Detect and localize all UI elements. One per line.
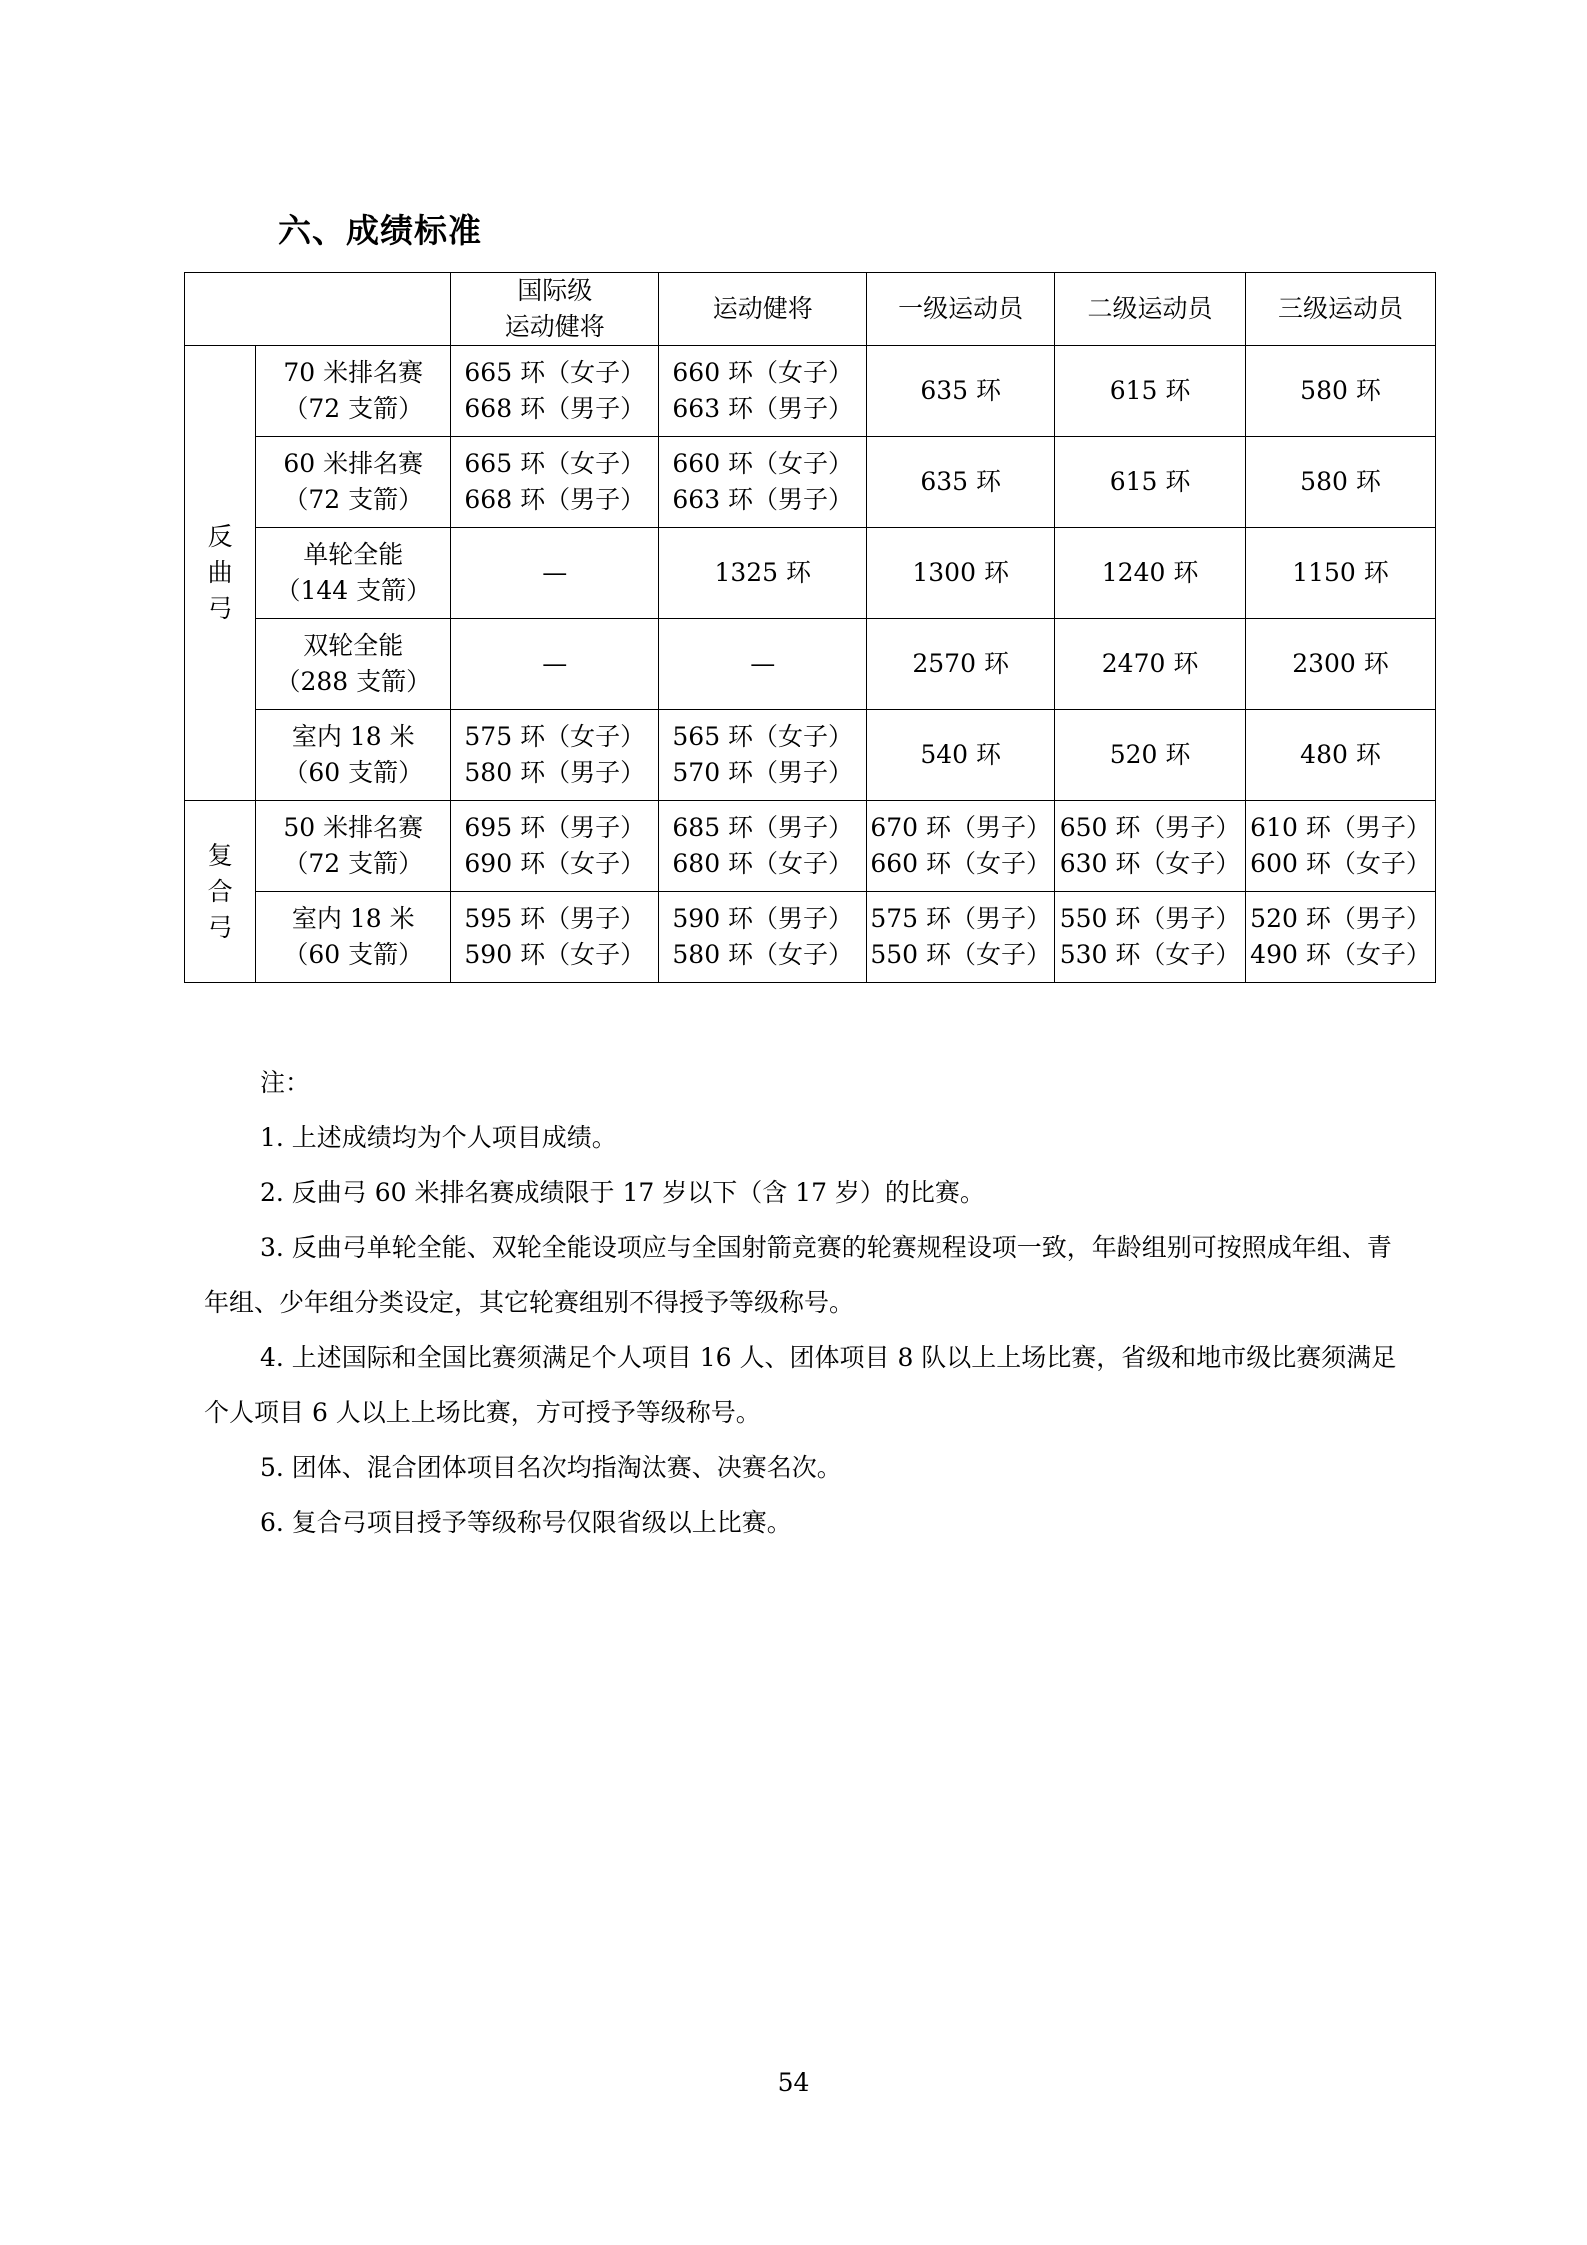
score-cell	[451, 346, 659, 437]
cell-text: （60 支箭）	[283, 940, 424, 969]
score-cell	[451, 437, 659, 528]
cell-text: 690 环（女子）	[464, 849, 646, 878]
score-cell	[867, 528, 1055, 619]
header-row	[185, 273, 1436, 346]
table-row	[185, 528, 1436, 619]
score-cell	[451, 528, 659, 619]
score-cell	[1246, 892, 1436, 983]
score-cell	[1246, 528, 1436, 619]
notes-title: 注：	[260, 1068, 311, 1097]
cell-text: 680 环（女子）	[672, 849, 854, 878]
score-cell	[1055, 346, 1246, 437]
cell-text: 590 环（男子）	[672, 904, 854, 933]
event-cell	[256, 619, 451, 710]
header-cell	[451, 273, 659, 346]
cell-text: 670 环（男子）	[870, 813, 1051, 842]
note-item: 1. 上述成绩均为个人项目成绩。	[260, 1123, 617, 1152]
cell-text: 650 环（男子）	[1059, 813, 1241, 842]
table-row	[185, 801, 1436, 892]
cell-text: 550 环（男子）	[1059, 904, 1241, 933]
table-row	[185, 892, 1436, 983]
cell-text: 580 环	[1300, 467, 1381, 496]
header-cell	[867, 273, 1055, 346]
cell-text: 2570 环	[912, 649, 1009, 678]
cell-text: 2470 环	[1101, 649, 1199, 678]
table-row	[185, 346, 1436, 437]
score-cell	[1055, 528, 1246, 619]
cell-text: 668 环（男子）	[464, 394, 646, 423]
event-cell	[256, 710, 451, 801]
cell-text: 1300 环	[912, 558, 1009, 587]
score-cell	[659, 437, 867, 528]
cell-text: 550 环（女子）	[870, 940, 1051, 969]
cell-text: 一级运动员	[898, 294, 1024, 323]
cell-text: 668 环（男子）	[464, 485, 646, 514]
cell-text: 615 环	[1109, 376, 1191, 405]
score-cell	[451, 801, 659, 892]
score-cell	[659, 346, 867, 437]
cell-text: 615 环	[1109, 467, 1191, 496]
event-cell	[256, 437, 451, 528]
cell-text: 595 环（男子）	[464, 904, 646, 933]
cell-text: 580 环（男子）	[464, 758, 646, 787]
event-cell	[256, 528, 451, 619]
cell-text: 单轮全能	[303, 540, 404, 569]
cell-text: 双轮全能	[303, 631, 404, 660]
cell-text: 室内 18 米	[291, 904, 415, 933]
note-item: 4. 上述国际和全国比赛须满足个人项目 16 人、团体项目 8 队以上上场比赛，省级和地市级比赛须满足个人项目 6 人以上上场比赛，方可授予等级称号。	[204, 1343, 1397, 1427]
score-cell	[659, 710, 867, 801]
score-cell	[1246, 346, 1436, 437]
cell-text: 运动健将	[712, 294, 813, 323]
cell-text: 1150 环	[1292, 558, 1389, 587]
score-cell	[867, 892, 1055, 983]
cell-text: 570 环（男子）	[672, 758, 854, 787]
cell-text: 520 环	[1109, 740, 1191, 769]
event-cell	[256, 801, 451, 892]
cell-text: 490 环（女子）	[1250, 940, 1431, 969]
score-cell	[1246, 710, 1436, 801]
score-cell	[1055, 710, 1246, 801]
cell-text: 国际级	[517, 276, 593, 305]
score-cell	[867, 801, 1055, 892]
notes	[204, 1055, 1399, 1550]
score-cell	[1055, 619, 1246, 710]
note-item: 5. 团体、混合团体项目名次均指淘汰赛、决赛名次。	[260, 1453, 842, 1482]
score-cell	[659, 892, 867, 983]
cell-text: 600 环（女子）	[1250, 849, 1431, 878]
cell-text: 575 环（男子）	[870, 904, 1051, 933]
category-char: 合	[207, 876, 233, 906]
cell-text: 695 环（男子）	[464, 813, 646, 842]
cell-text: 635 环	[920, 467, 1001, 496]
cell-text: 580 环（女子）	[672, 940, 854, 969]
score-cell	[1246, 437, 1436, 528]
score-cell	[659, 528, 867, 619]
score-cell	[1055, 437, 1246, 528]
cell-text: （288 支箭）	[275, 667, 432, 696]
cell-text: 663 环（男子）	[672, 485, 854, 514]
header-cell	[1246, 273, 1436, 346]
cell-text: 660 环（女子）	[672, 449, 854, 478]
table-row	[185, 437, 1436, 528]
cell-text: 590 环（女子）	[464, 940, 646, 969]
score-cell	[1055, 801, 1246, 892]
cell-text: 520 环（男子）	[1250, 904, 1431, 933]
cell-text: 1325 环	[714, 558, 812, 587]
cell-text: （72 支箭）	[283, 485, 424, 514]
cell-text: —	[750, 649, 776, 678]
score-cell	[659, 619, 867, 710]
cell-text: （144 支箭）	[275, 576, 432, 605]
cell-text: 50 米排名赛	[283, 813, 424, 842]
page-number: 54	[777, 2068, 810, 2097]
header-cell	[1055, 273, 1246, 346]
score-cell	[451, 710, 659, 801]
cell-text: —	[542, 558, 568, 587]
cell-text: 60 米排名赛	[283, 449, 424, 478]
event-cell	[256, 892, 451, 983]
header-cell	[659, 273, 867, 346]
cell-text: 二级运动员	[1087, 294, 1213, 323]
score-cell	[451, 619, 659, 710]
score-standards-table	[184, 272, 1436, 983]
cell-text: 665 环（女子）	[464, 358, 646, 387]
cell-text: 室内 18 米	[291, 722, 415, 751]
cell-text: 575 环（女子）	[464, 722, 646, 751]
cell-text: 1240 环	[1101, 558, 1199, 587]
cell-text: 685 环（男子）	[672, 813, 854, 842]
table-row	[185, 710, 1436, 801]
section-heading: 六、成绩标准	[278, 211, 482, 250]
cell-text: 663 环（男子）	[672, 394, 854, 423]
event-cell	[256, 346, 451, 437]
category-char: 复	[207, 840, 233, 870]
cell-text: 610 环（男子）	[1250, 813, 1431, 842]
table-row	[185, 619, 1436, 710]
score-cell	[1246, 801, 1436, 892]
cell-text: （72 支箭）	[283, 394, 424, 423]
score-cell	[1055, 892, 1246, 983]
score-cell	[867, 437, 1055, 528]
cell-text: 630 环（女子）	[1059, 849, 1241, 878]
cell-text: 580 环	[1300, 376, 1381, 405]
note-item: 2. 反曲弓 60 米排名赛成绩限于 17 岁以下（含 17 岁）的比赛。	[260, 1178, 985, 1207]
cell-text: 565 环（女子）	[672, 722, 854, 751]
category-cell	[185, 346, 256, 801]
category-char: 反	[207, 522, 233, 551]
cell-text: 540 环	[920, 740, 1001, 769]
cell-text: （72 支箭）	[283, 849, 424, 878]
cell-text: 480 环	[1300, 740, 1381, 769]
score-cell	[867, 346, 1055, 437]
score-cell	[867, 710, 1055, 801]
cell-text: （60 支箭）	[283, 758, 424, 787]
cell-text: 运动健将	[504, 312, 605, 341]
cell-text: —	[542, 649, 568, 678]
cell-text: 530 环（女子）	[1059, 940, 1241, 969]
category-char: 弓	[207, 594, 233, 623]
category-char: 弓	[207, 912, 233, 942]
cell-text: 2300 环	[1292, 649, 1389, 678]
score-cell	[451, 892, 659, 983]
score-cell	[659, 801, 867, 892]
cell-text: 660 环（女子）	[870, 849, 1051, 878]
note-item: 6. 复合弓项目授予等级称号仅限省级以上比赛。	[260, 1508, 792, 1537]
cell-text: 635 环	[920, 376, 1001, 405]
score-cell	[1246, 619, 1436, 710]
cell-text: 665 环（女子）	[464, 449, 646, 478]
cell-text: 70 米排名赛	[283, 358, 424, 387]
score-cell	[867, 619, 1055, 710]
cell-text: 660 环（女子）	[672, 358, 854, 387]
header-corner-cell	[185, 273, 451, 346]
note-item: 3. 反曲弓单轮全能、双轮全能设项应与全国射箭竞赛的轮赛规程设项一致，年龄组别可按照成年组、青年组、少年组分类设定，其它轮赛组别不得授予等级称号。	[204, 1233, 1392, 1317]
cell-text: 三级运动员	[1278, 294, 1404, 323]
category-cell	[185, 801, 256, 983]
category-char: 曲	[207, 558, 233, 587]
